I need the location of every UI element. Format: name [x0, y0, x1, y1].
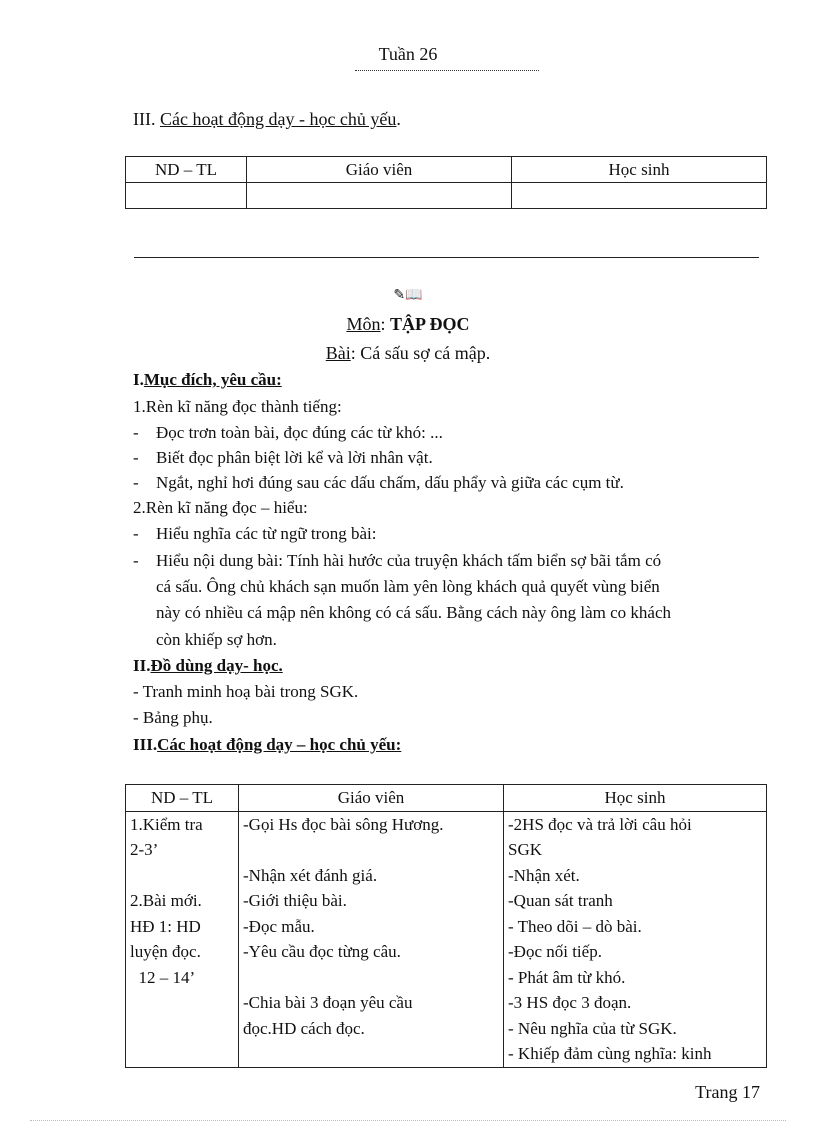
- table-cell-line: [243, 837, 499, 863]
- list-item: [133, 445, 773, 471]
- table-cell-line: -Đọc mẫu.: [243, 916, 315, 936]
- table2-header-student: Học sinh: [504, 785, 767, 812]
- bullet-dash: -: [133, 423, 139, 442]
- table-cell-line: 2-3’: [130, 840, 159, 859]
- table-cell-line: -Đọc nối tiếp.: [508, 942, 602, 961]
- table-cell-line: -Giới thiệu bài.: [243, 891, 347, 910]
- list-item: [133, 420, 773, 446]
- table1-cell: [512, 183, 767, 209]
- table-cell-line: SGK: [508, 840, 543, 859]
- list-item-text: Biết đọc phân biệt lời kể và lời nhân vật.: [156, 448, 433, 467]
- table-cell-line: [130, 1041, 234, 1067]
- table-cell-line: [130, 990, 234, 1016]
- table-cell-line: - Theo dõi – dò bài.: [508, 916, 642, 936]
- list-item-continuation: còn khiếp sợ hơn.: [156, 630, 277, 649]
- table2-col-nd: [126, 811, 239, 1067]
- table2-col-teacher: [239, 811, 504, 1067]
- table1-header-student: Học sinh: [512, 157, 767, 183]
- activity-table: [125, 784, 767, 1068]
- list-item-text: Hiểu nội dung bài: Tính hài hước của truyện khách tấm biển sợ bãi tắm có: [156, 551, 662, 570]
- list-item: - Tranh minh hoạ bài trong SGK.: [133, 682, 359, 701]
- page-number: Trang 17: [695, 1082, 760, 1102]
- table1-cell: [126, 183, 247, 209]
- section-1-heading: [133, 367, 282, 393]
- subsection-1: 1.Rèn kĩ năng đọc thành tiếng:: [133, 397, 342, 416]
- table-cell-line: -Nhận xét.: [508, 865, 580, 885]
- lesson-sep: :: [350, 343, 356, 363]
- bullet-dash: -: [133, 551, 139, 570]
- table-cell-line: -Nhận xét đánh giá.: [243, 865, 378, 885]
- section-top-number: III.: [133, 109, 156, 129]
- subject-label: Môn: [346, 314, 381, 334]
- table1-header-nd: ND – TL: [126, 157, 247, 183]
- table-cell-line: -Gọi Hs đọc bài sông Hương.: [243, 814, 444, 834]
- section-2-heading: [133, 653, 283, 679]
- table-cell-line: - Nêu nghĩa của từ SGK.: [508, 1018, 677, 1038]
- table2-header-nd: ND – TL: [126, 785, 239, 812]
- table2-header-teacher: Giáo viên: [239, 785, 504, 812]
- bullet-dash: -: [133, 473, 139, 492]
- table-cell-line: [130, 863, 234, 889]
- table-cell-line: -Yêu cầu đọc từng câu.: [243, 942, 401, 961]
- list-item-continuation: cá sấu. Ông chủ khách sạn muốn làm yên lòng khách quả quyết vùng biển: [156, 577, 660, 596]
- section-top-end: .: [396, 109, 401, 129]
- subject-sep: :: [380, 314, 386, 334]
- section-divider: [134, 257, 759, 258]
- header-divider: [355, 70, 539, 71]
- table-cell-line: [130, 1016, 234, 1042]
- table1-cell: [247, 183, 512, 209]
- list-item: [133, 548, 773, 574]
- table-cell-line: 12 – 14’: [130, 967, 196, 987]
- table-cell-line: -2HS đọc và trả lời câu hỏi: [508, 814, 692, 834]
- section-2-number: II.: [133, 656, 151, 675]
- footer-divider: [30, 1120, 786, 1121]
- bullet-dash: -: [133, 448, 139, 467]
- empty-activity-table: [125, 156, 767, 209]
- section-2-title: Đồ dùng dạy- học.: [150, 656, 283, 675]
- lesson-value: Cá sấu sợ cá mập.: [360, 343, 491, 363]
- table-cell-line: [243, 965, 499, 991]
- table-cell-line: 1.Kiểm tra: [130, 814, 203, 834]
- list-item-text: Đọc trơn toàn bài, đọc đúng các từ khó: ...: [156, 423, 443, 442]
- list-item: - Bảng phụ.: [133, 708, 213, 727]
- list-item-text: Hiểu nghĩa các từ ngữ trong bài:: [156, 524, 377, 543]
- lesson-line: [0, 343, 816, 364]
- section-1-number: I.: [133, 370, 144, 389]
- section-top-title: Các hoạt động dạy - học chủ yếu: [159, 109, 397, 129]
- table-cell-line: -Chia bài 3 đoạn yêu cầu: [243, 993, 413, 1012]
- section-1-title: Mục đích, yêu cầu:: [143, 370, 282, 389]
- section-3-number: III.: [133, 735, 158, 754]
- list-item-text: Ngắt, nghỉ hơi đúng sau các dấu chấm, dấu phẩy và giữa các cụm từ.: [156, 473, 624, 492]
- subject-value: TẬP ĐỌC: [390, 314, 470, 334]
- table-cell-line: luyện đọc.: [130, 942, 201, 961]
- subsection-2: 2.Rèn kĩ năng đọc – hiểu:: [133, 498, 308, 517]
- table-cell-line: - Phát âm từ khó.: [508, 967, 626, 987]
- table-cell-line: -3 HS đọc 3 đoạn.: [508, 993, 632, 1012]
- table1-header-teacher: Giáo viên: [247, 157, 512, 183]
- section-3-heading: [133, 732, 401, 758]
- lesson-label: Bài: [325, 343, 351, 363]
- table-cell-line: HĐ 1: HD: [130, 916, 201, 936]
- table2-col-student: [504, 811, 767, 1067]
- table-cell-line: đọc.HD cách đọc.: [243, 1018, 365, 1038]
- book-ornament-icon: ✎📖: [393, 288, 423, 303]
- week-header: Tuần 26: [378, 44, 438, 64]
- list-item: [133, 470, 773, 496]
- subject-line: [0, 314, 816, 335]
- table-cell-line: -Quan sát tranh: [508, 891, 613, 910]
- section-3-title: Các hoạt động dạy – học chủ yếu:: [157, 735, 402, 754]
- table-cell-line: [243, 1041, 499, 1067]
- section-top-heading: [133, 109, 401, 130]
- bullet-dash: -: [133, 524, 139, 543]
- table-cell-line: 2.Bài mới.: [130, 891, 202, 910]
- list-item: [133, 521, 773, 547]
- list-item-continuation: này có nhiều cá mập nên không có cá sấu. Bằng cách này ông làm co khách: [156, 603, 672, 622]
- table-cell-line: - Khiếp đảm cùng nghĩa: kinh: [508, 1044, 712, 1063]
